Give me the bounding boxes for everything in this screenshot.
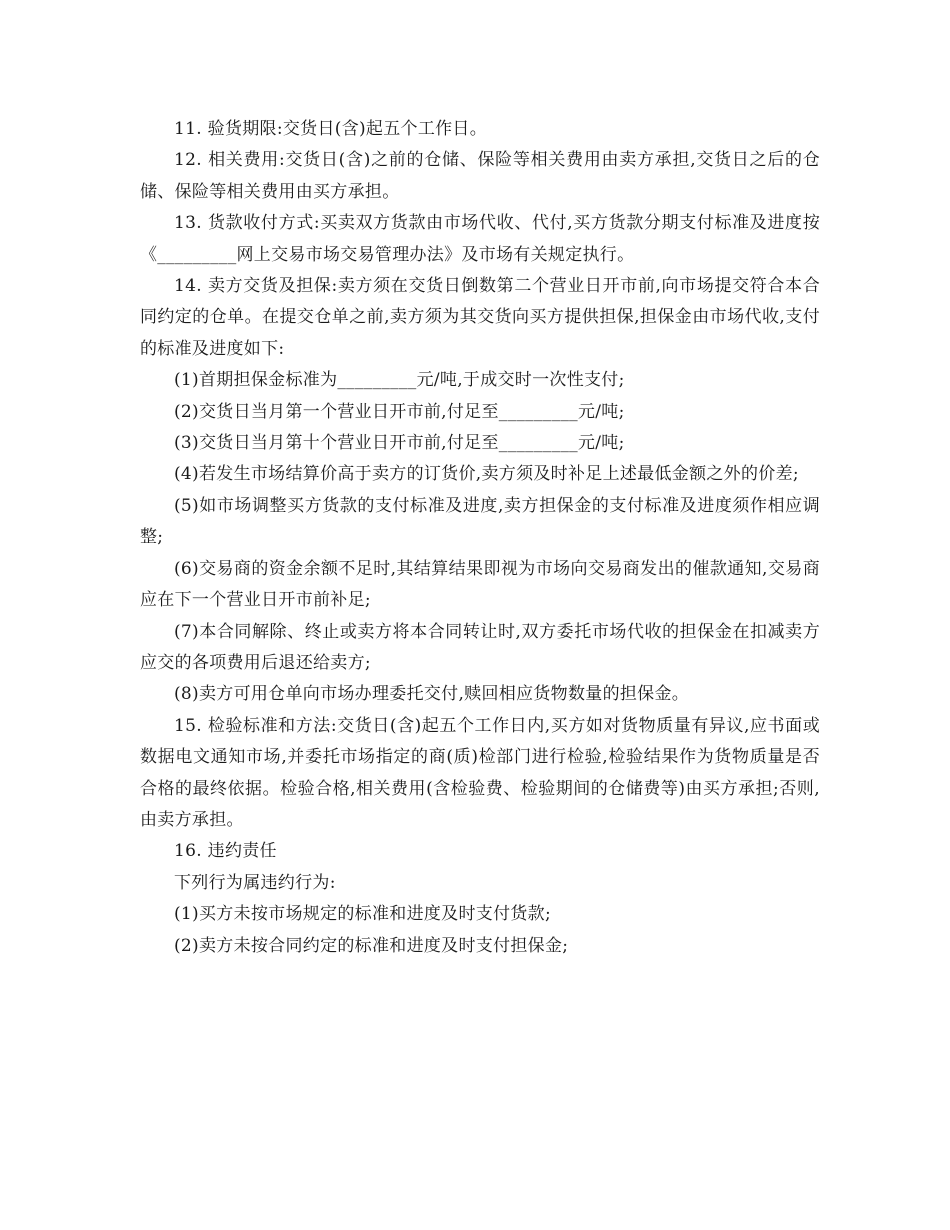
paragraph-13-payment-method: 13. 货款收付方式:买卖双方货款由市场代收、代付,买方货款分期支付标准及进度按《_________网上交易市场交易管理办法》及市场有关规定执行。 [140, 213, 820, 265]
paragraph-15-inspection-standards: 15. 检验标准和方法:交货日(含)起五个工作日内,买方如对货物质量有异议,应书面或数据电文通知市场,并委托市场指定的商(质)检部门进行检验,检验结果作为货物质量是否合格的最终依据。检验合格,相关费用(含检验费、检验期间的仓储费等)由买方承担;否则,由卖方承担。 [140, 715, 820, 830]
breach-item-2: (2)卖方未按合同约定的标准和进度及时支付担保金; [174, 935, 569, 956]
guarantee-item-3: (3)交货日当月第十个营业日开市前,付足至_________元/吨; [174, 433, 625, 454]
guarantee-item-4: (4)若发生市场结算价高于卖方的订货价,卖方须及时补足上述最低金额之外的价差; [174, 464, 799, 485]
document-body [140, 114, 820, 962]
breach-item-1: (1)买方未按市场规定的标准和进度及时支付货款; [174, 904, 552, 925]
paragraph-16-breach-liability: 16. 违约责任 [174, 841, 277, 862]
guarantee-item-1: (1)首期担保金标准为_________元/吨,于成交时一次性支付; [174, 370, 625, 391]
guarantee-item-5: (5)如市场调整买方货款的支付标准及进度,卖方担保金的支付标准及进度须作相应调整; [140, 495, 820, 548]
breach-intro: 下列行为属违约行为: [174, 872, 336, 893]
guarantee-item-6: (6)交易商的资金余额不足时,其结算结果即视为市场向交易商发出的催款通知,交易商应在下一个营业日开市前补足; [140, 558, 820, 611]
paragraph-11-inspection-period: 11. 验货期限:交货日(含)起五个工作日。 [174, 119, 488, 139]
paragraph-12-related-costs: 12. 相关费用:交货日(含)之前的仓储、保险等相关费用由卖方承担,交货日之后的仓储、保险等相关费用由买方承担。 [140, 150, 820, 202]
guarantee-item-8: (8)卖方可用仓单向市场办理委托交付,赎回相应货物数量的担保金。 [174, 684, 690, 705]
guarantee-item-2: (2)交货日当月第一个营业日开市前,付足至_________元/吨; [174, 401, 625, 422]
paragraph-14-seller-delivery-guarantee: 14. 卖方交货及担保:卖方须在交货日倒数第二个营业日开市前,向市场提交符合本合同约定的仓单。在提交仓单之前,卖方须为其交货向买方提供担保,担保金由市场代收,支付的标准及进度如下: [140, 276, 820, 359]
guarantee-item-7: (7)本合同解除、终止或卖方将本合同转让时,双方委托市场代收的担保金在扣减卖方应交的各项费用后退还给卖方; [140, 621, 820, 673]
